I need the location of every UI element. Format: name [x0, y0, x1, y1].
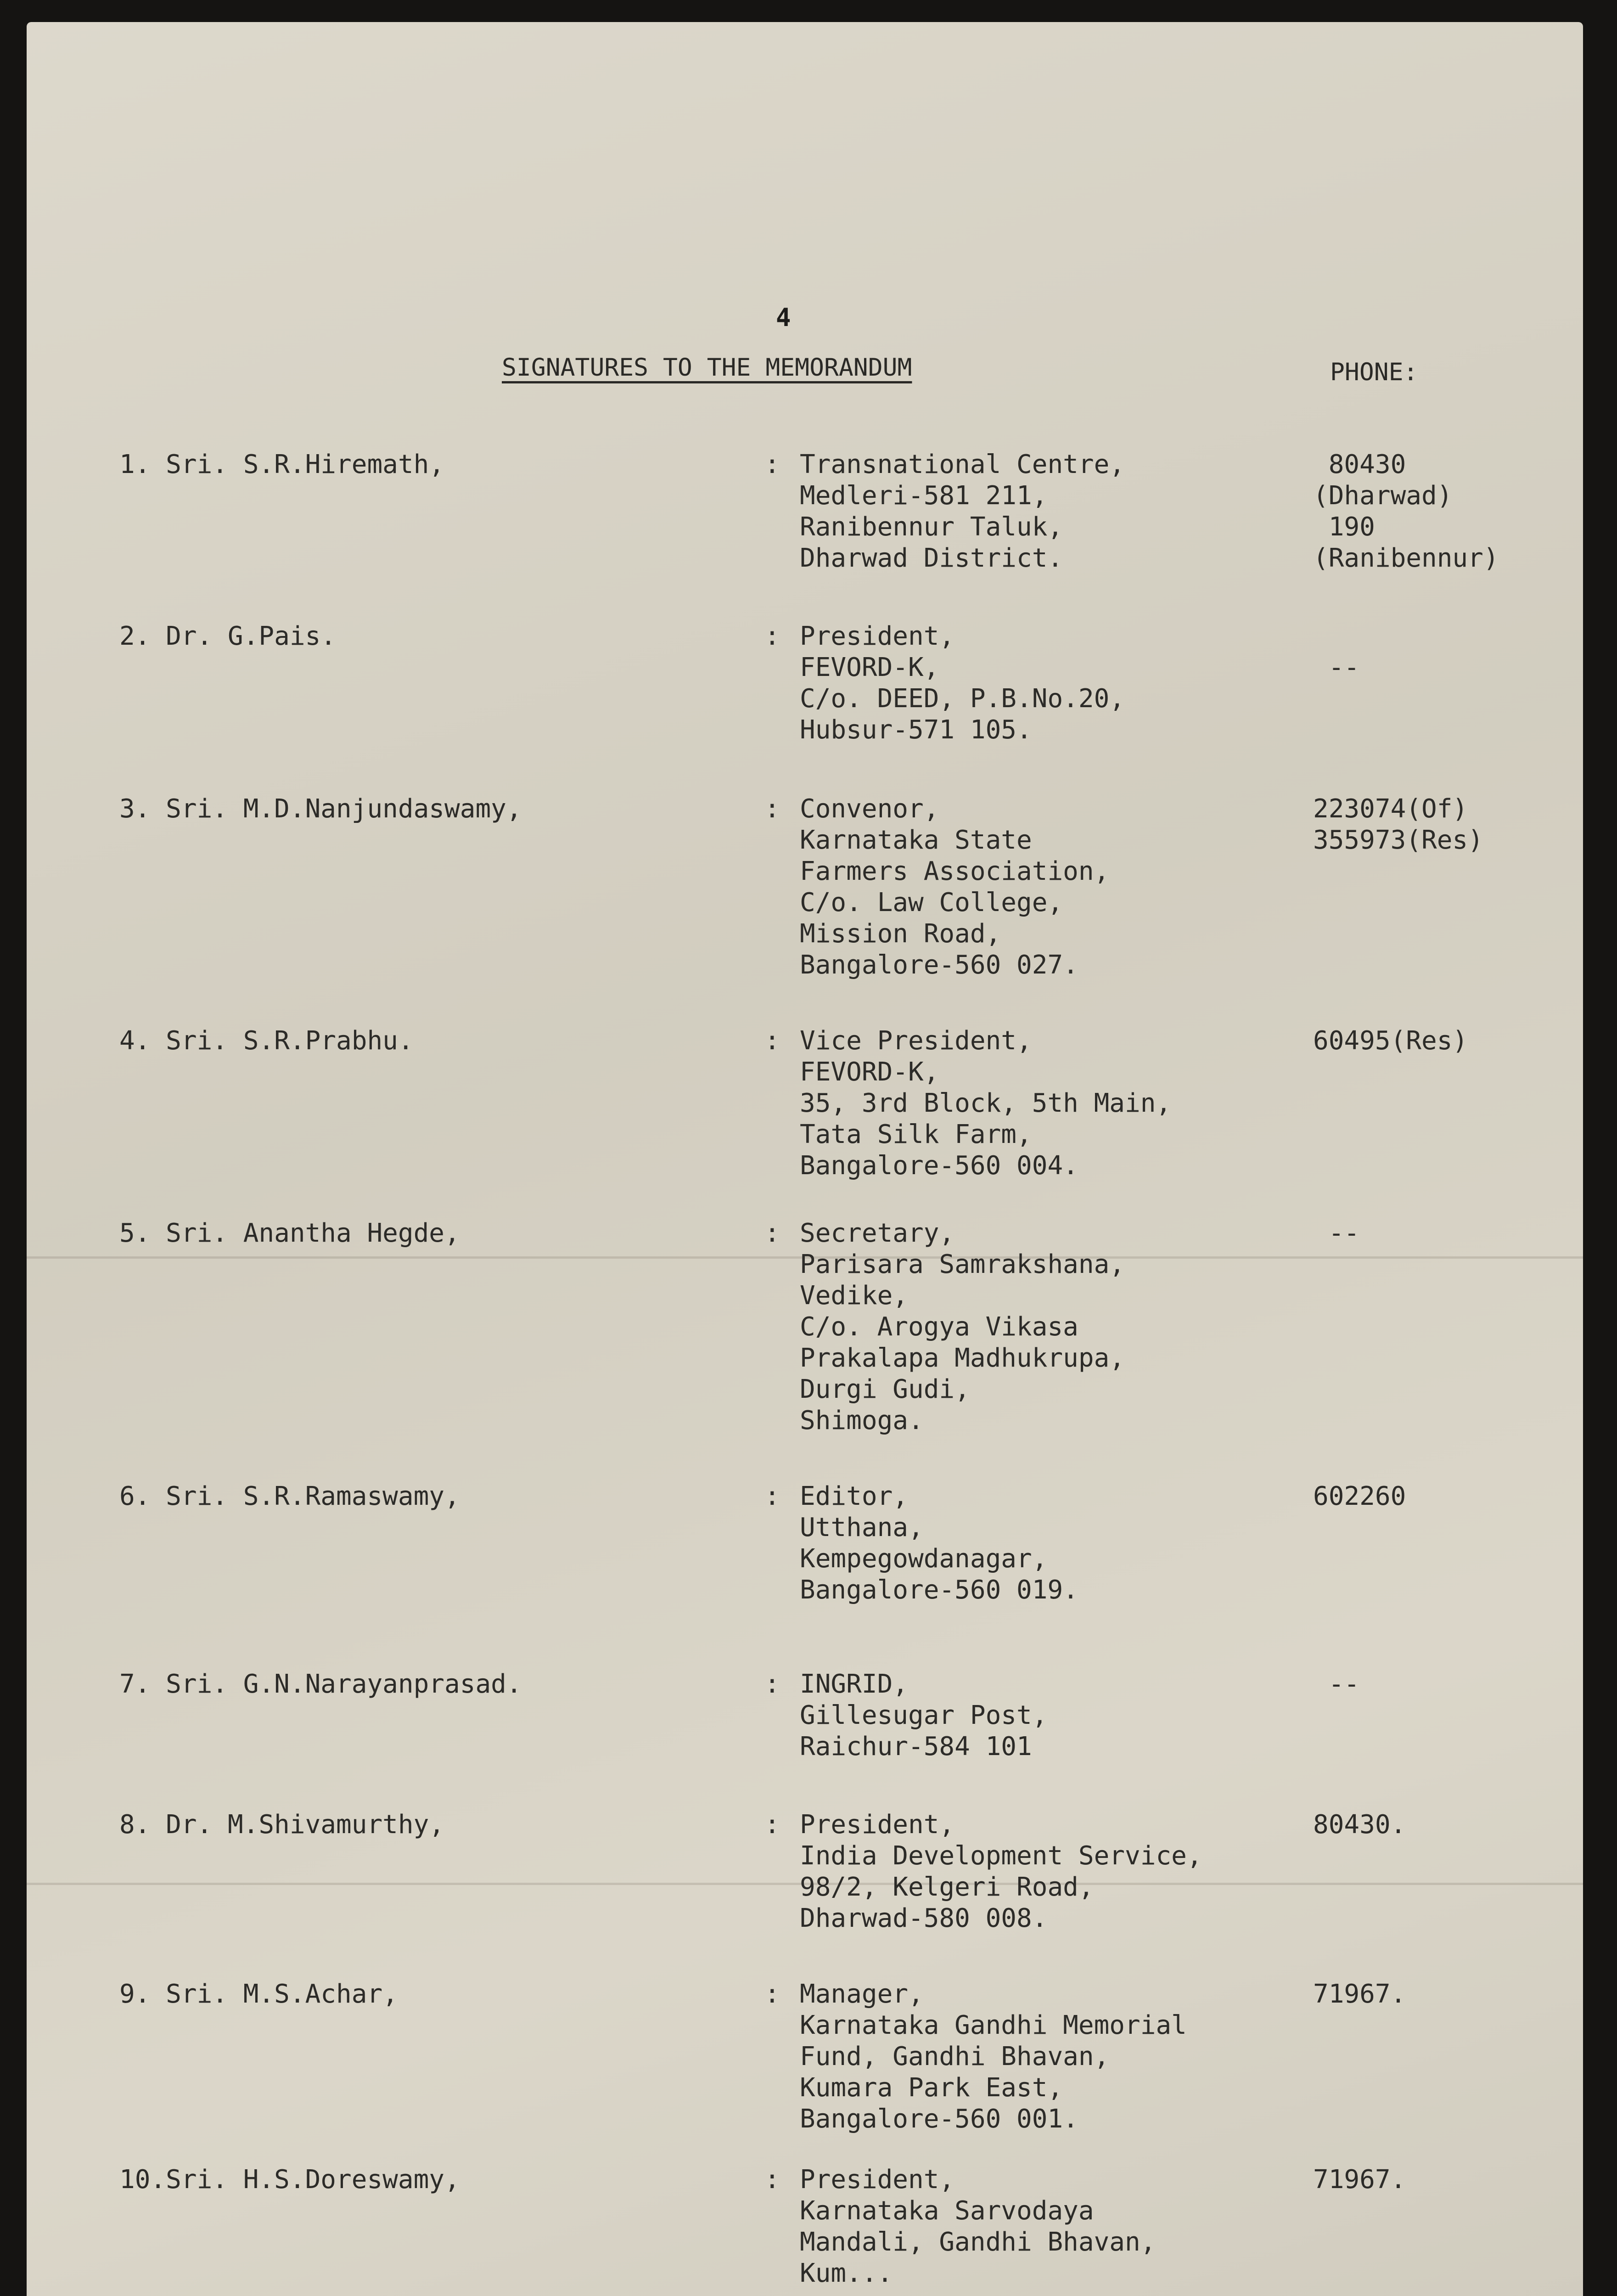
address-line: Convenor,: [800, 794, 939, 824]
signatory-phone: [1313, 449, 1499, 574]
signatory-name: 8. Dr. M.Shivamurthy,: [119, 1810, 445, 1840]
address-line: 35, 3rd Block, 5th Main,: [800, 1088, 1172, 1118]
signatory-phone: [1313, 1481, 1406, 1512]
address-line: FEVORD-K,: [800, 1057, 939, 1087]
colon-separator: :: [764, 794, 780, 824]
address-line: India Development Service,: [800, 1841, 1202, 1871]
colon-separator: :: [764, 450, 780, 479]
signatory-name: 6. Sri. S.R.Ramaswamy,: [119, 1481, 460, 1511]
signatory-name: 3. Sri. M.D.Nanjundaswamy,: [119, 794, 522, 824]
signatory-name: 2. Dr. G.Pais.: [119, 621, 337, 651]
address-line: Medleri-581 211,: [800, 481, 1048, 511]
signatory-name: 1. Sri. S.R.Hiremath,: [119, 450, 445, 479]
address-line: C/o. Arogya Vikasa: [800, 1312, 1078, 1342]
phone-line: 190: [1313, 512, 1375, 542]
phone-line: 71967.: [1313, 2165, 1406, 2195]
phone-line: (Ranibennur): [1313, 543, 1499, 573]
signatory-address: [800, 1669, 1047, 1762]
address-line: Karnataka State: [800, 825, 1032, 855]
phone-line: (Dharwad): [1313, 481, 1453, 511]
address-line: Prakalapa Madhukrupa,: [800, 1343, 1125, 1373]
address-line: Bangalore-560 027.: [800, 950, 1078, 980]
address-line: Kum...: [800, 2258, 893, 2288]
phone-line: [1313, 621, 1359, 652]
signatory-name: 7. Sri. G.N.Narayanprasad.: [119, 1669, 522, 1699]
colon-separator: :: [764, 1979, 780, 2009]
phone-line: --: [1313, 653, 1360, 682]
phone-line: --: [1313, 1669, 1360, 1699]
address-line: Fund, Gandhi Bhavan,: [800, 2042, 1110, 2071]
phone-line: 602260: [1313, 1481, 1406, 1511]
address-line: Durgi Gudi,: [800, 1374, 970, 1404]
phone-line: 60495(Res): [1313, 1026, 1468, 1056]
address-line: President,: [800, 2165, 955, 2195]
address-line: FEVORD-K,: [800, 653, 939, 682]
address-line: Karnataka Gandhi Memorial: [800, 2010, 1187, 2040]
colon-separator: :: [764, 1669, 780, 1699]
address-line: Bangalore-560 004.: [800, 1151, 1078, 1181]
address-line: C/o. Law College,: [800, 888, 1063, 917]
signatory-address: [800, 449, 1125, 574]
address-line: Dharwad-580 008.: [800, 1903, 1048, 1933]
signatory-address: [800, 1809, 1202, 1934]
signatory-phone: [1313, 2164, 1406, 2195]
address-line: Mission Road,: [800, 919, 1001, 949]
address-line: Raichur-584 101: [800, 1732, 1032, 1761]
address-line: Vedike,: [800, 1281, 909, 1311]
address-line: Editor,: [800, 1481, 909, 1511]
signatory-address: [800, 1025, 1171, 1182]
colon-separator: :: [764, 621, 780, 651]
address-line: Tata Silk Farm,: [800, 1120, 1032, 1149]
address-line: Farmers Association,: [800, 856, 1110, 886]
address-line: President,: [800, 1810, 955, 1840]
signatory-address: [800, 1979, 1187, 2135]
signatory-address: [800, 1218, 1125, 1436]
document-title: SIGNATURES TO THE MEMORANDUM: [502, 354, 912, 382]
signatory-address: [800, 793, 1109, 981]
address-line: Kempegowdanagar,: [800, 1544, 1048, 1574]
colon-separator: :: [764, 1218, 780, 1248]
page-number: 4: [776, 303, 791, 332]
address-line: Bangalore-560 001.: [800, 2104, 1078, 2134]
signatory-address: [800, 621, 1125, 746]
phone-line: 223074(Of): [1313, 794, 1468, 824]
phone-line: 355973(Res): [1313, 825, 1483, 855]
address-line: INGRID,: [800, 1669, 909, 1699]
signatory-phone: [1313, 793, 1483, 856]
address-line: Secretary,: [800, 1218, 955, 1248]
address-line: Manager,: [800, 1979, 924, 2009]
address-line: 98/2, Kelgeri Road,: [800, 1872, 1094, 1902]
address-line: Ranibennur Taluk,: [800, 512, 1063, 542]
address-line: Vice President,: [800, 1026, 1032, 1056]
address-line: Parisara Samrakshana,: [800, 1249, 1125, 1279]
address-line: Hubsur-571 105.: [800, 715, 1032, 745]
address-line: President,: [800, 621, 955, 651]
signatory-name: 10.Sri. H.S.Doreswamy,: [119, 2165, 460, 2195]
address-line: Shimoga.: [800, 1406, 924, 1435]
address-line: Dharwad District.: [800, 543, 1063, 573]
address-line: Mandali, Gandhi Bhavan,: [800, 2227, 1156, 2257]
colon-separator: :: [764, 1481, 780, 1511]
address-line: Utthana,: [800, 1513, 924, 1542]
signatory-phone: [1313, 1025, 1468, 1057]
phone-line: 80430: [1313, 450, 1406, 479]
signatory-phone: [1313, 1809, 1406, 1840]
colon-separator: :: [764, 1026, 780, 1056]
address-line: Gillesugar Post,: [800, 1700, 1048, 1730]
signatory-name: 4. Sri. S.R.Prabhu.: [119, 1026, 414, 1056]
colon-separator: :: [764, 1810, 780, 1840]
signatory-name: 5. Sri. Anantha Hegde,: [119, 1218, 460, 1248]
address-line: Bangalore-560 019.: [800, 1575, 1078, 1605]
address-line: Karnataka Sarvodaya: [800, 2196, 1094, 2226]
phone-line: --: [1313, 1218, 1360, 1248]
signatory-phone: [1313, 1669, 1359, 1700]
signatory-phone: [1313, 1218, 1359, 1249]
phone-line: 80430.: [1313, 1810, 1406, 1840]
colon-separator: :: [764, 2165, 780, 2195]
phone-line: 71967.: [1313, 1979, 1406, 2009]
address-line: Transnational Centre,: [800, 450, 1125, 479]
address-line: Kumara Park East,: [800, 2073, 1063, 2103]
signatory-phone: [1313, 1979, 1406, 2010]
signatory-phone: [1313, 621, 1359, 683]
signatory-address: [800, 2164, 1156, 2289]
address-line: C/o. DEED, P.B.No.20,: [800, 684, 1125, 714]
signatory-address: [800, 1481, 1078, 1606]
phone-column-header: PHONE:: [1330, 358, 1418, 386]
signatory-name: 9. Sri. M.S.Achar,: [119, 1979, 398, 2009]
